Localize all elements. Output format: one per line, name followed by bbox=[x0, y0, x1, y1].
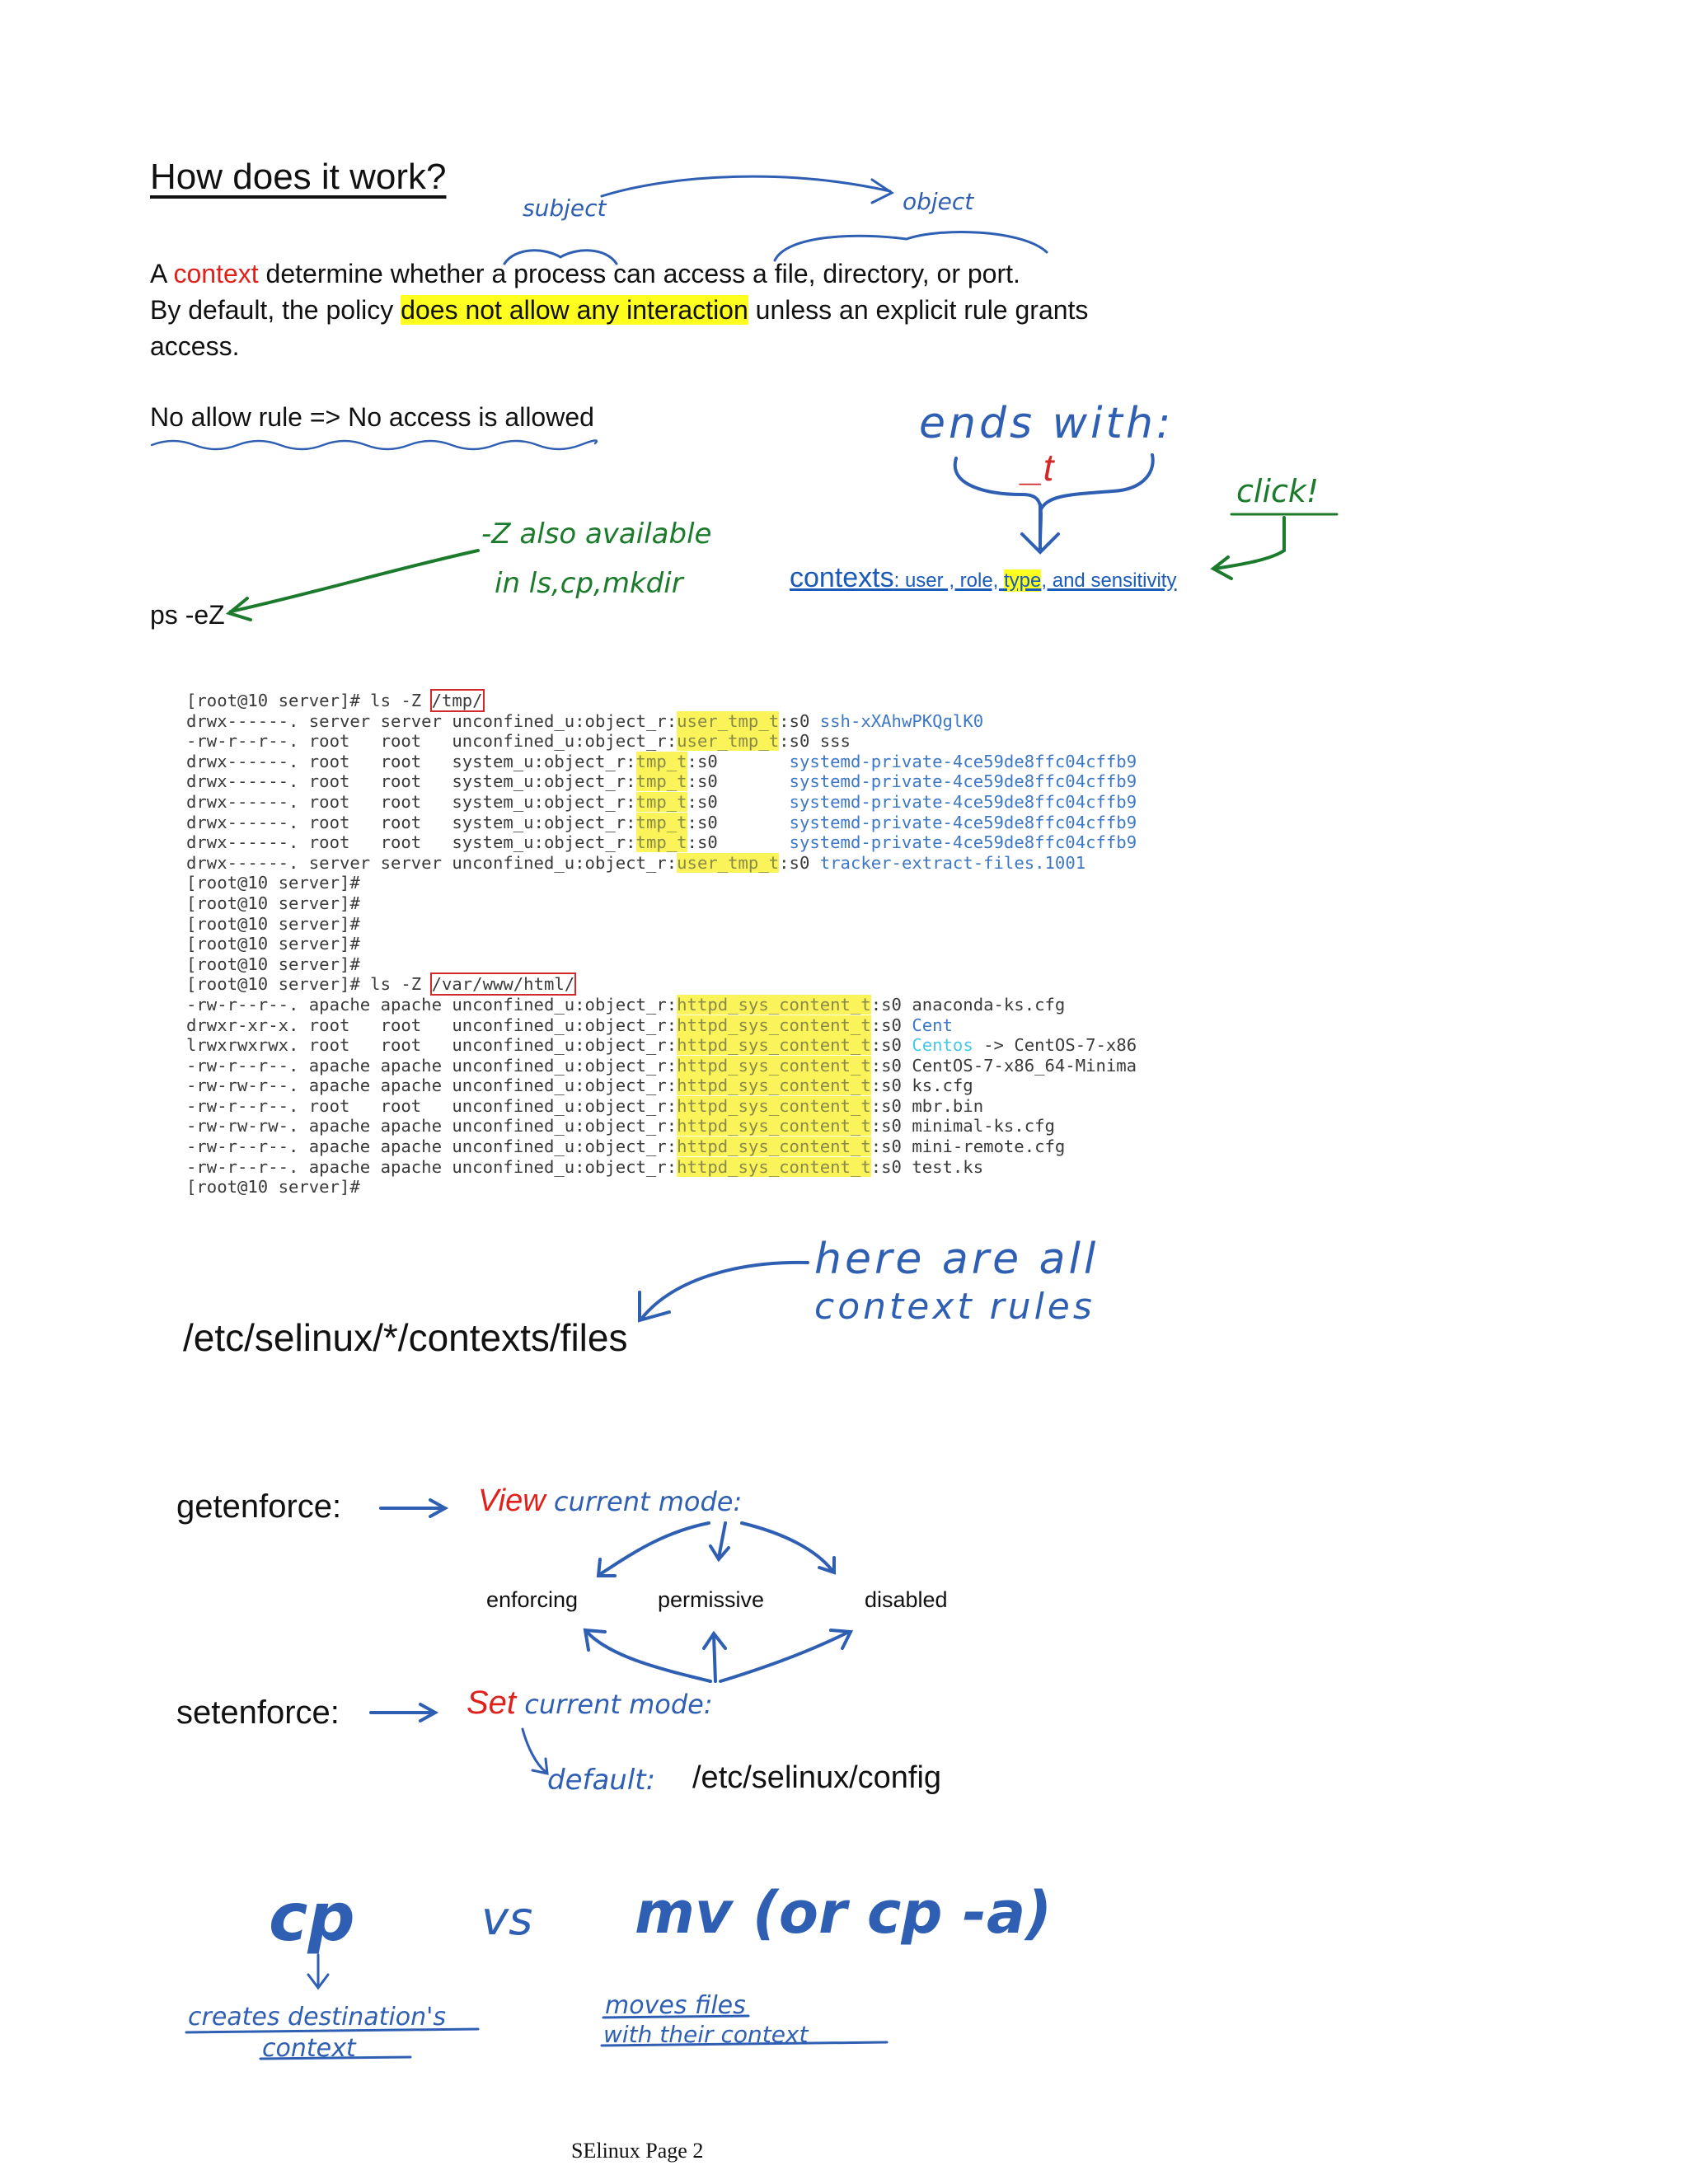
terminal-text: :s0 bbox=[687, 751, 790, 771]
terminal-text: :s0 bbox=[870, 1035, 912, 1056]
note-z-line-1: -Z also available bbox=[481, 518, 712, 551]
note-cp: cp bbox=[269, 1879, 355, 1956]
terminal-text: :s0 bbox=[870, 1015, 912, 1035]
directory-name: systemd-private-4ce59de8ffc04cffb9 bbox=[789, 812, 1137, 832]
selinux-type-highlight: tmp_t bbox=[635, 812, 687, 832]
getenforce-command: getenforce: bbox=[176, 1488, 342, 1525]
note-set: Set bbox=[467, 1685, 517, 1721]
note-view-mode bbox=[478, 1483, 742, 1519]
wavy-underline bbox=[152, 440, 597, 449]
terminal-text: -rw-r--r--. apache apache unconfined_u:object_r: bbox=[186, 1156, 678, 1177]
terminal-text: drwx------. root root system_u:object_r: bbox=[186, 771, 636, 792]
terminal-text: drwx------. root root system_u:object_r: bbox=[186, 751, 636, 771]
note-t-suffix: _t bbox=[1022, 446, 1054, 489]
mode-disabled: disabled bbox=[865, 1587, 948, 1612]
note-view: View bbox=[478, 1483, 546, 1518]
terminal-text: -rw-r--r--. apache apache unconfined_u:object_r: bbox=[186, 1055, 678, 1076]
terminal-line bbox=[186, 1076, 1126, 1096]
terminal-text: :s0 bbox=[779, 710, 820, 731]
z-note-arrowhead bbox=[229, 598, 251, 620]
terminal-text: :s0 anaconda-ks.cfg bbox=[870, 994, 1066, 1015]
terminal-text: :s0 CentOS-7-x86_64-Minima bbox=[870, 1055, 1137, 1076]
boxed-path: /var/www/html/ bbox=[431, 974, 575, 995]
note-mv: mv (or cp -a) bbox=[635, 1879, 1053, 1947]
ends-with-arrow bbox=[1022, 504, 1058, 552]
intro-line-2-pre: By default, the policy bbox=[150, 295, 401, 325]
note-creates-1: creates destination's bbox=[188, 2003, 447, 2032]
selinux-type-highlight: httpd_sys_content_t bbox=[677, 1076, 871, 1096]
directory-name: tracker-extract-files.1001 bbox=[819, 852, 1086, 873]
terminal-text: [root@10 server]# bbox=[186, 913, 360, 934]
ps-command: ps -eZ bbox=[150, 600, 225, 630]
directory-name: systemd-private-4ce59de8ffc04cffb9 bbox=[789, 832, 1137, 853]
subject-object-arrowhead bbox=[872, 180, 892, 203]
terminal-text: :s0 bbox=[687, 832, 790, 853]
terminal-text: :s0 bbox=[779, 852, 820, 873]
terminal-text: :s0 bbox=[687, 771, 790, 792]
terminal-line bbox=[186, 954, 1126, 975]
config-path: /etc/selinux/config bbox=[692, 1760, 942, 1795]
terminal-line bbox=[186, 1177, 1126, 1197]
terminal-line bbox=[186, 1116, 1126, 1137]
terminal-text: -> CentOS-7-x86 bbox=[973, 1035, 1137, 1056]
intro-line-2 bbox=[150, 292, 1088, 328]
terminal-text: -rw-rw-rw-. apache apache unconfined_u:object_r: bbox=[186, 1116, 678, 1137]
terminal-line bbox=[186, 791, 1137, 813]
terminal-text: :s0 bbox=[687, 791, 790, 812]
terminal-text: [root@10 server]# bbox=[186, 873, 360, 893]
terminal-text: -rw-r--r--. root root unconfined_u:object_r: bbox=[186, 1095, 678, 1116]
mode-enforcing: enforcing bbox=[486, 1587, 579, 1612]
terminal-line bbox=[186, 691, 1126, 711]
terminal-line bbox=[186, 914, 1126, 935]
context-rules-path: /etc/selinux/*/contexts/files bbox=[183, 1316, 628, 1359]
symlink-name: Centos bbox=[912, 1035, 973, 1056]
subject-object-arrow bbox=[602, 176, 890, 196]
terminal-text: drwx------. server server unconfined_u:object_r: bbox=[186, 710, 678, 731]
note-click: click! bbox=[1236, 473, 1320, 509]
note-set-rest: current mode: bbox=[516, 1689, 713, 1720]
intro-line-1 bbox=[150, 255, 1020, 292]
contexts-link-type: type bbox=[1004, 569, 1042, 592]
directory-name: systemd-private-4ce59de8ffc04cffb9 bbox=[789, 751, 1137, 771]
contexts-link-big: contexts bbox=[790, 562, 894, 593]
terminal-text: [root@10 server]# ls -Z bbox=[186, 691, 432, 710]
selinux-type-highlight: tmp_t bbox=[635, 771, 687, 792]
selinux-type-highlight: user_tmp_t bbox=[677, 710, 780, 731]
terminal-text: -rw-rw-r--. apache apache unconfined_u:object_r: bbox=[186, 1076, 678, 1096]
intro-line-1-pre: A bbox=[150, 259, 174, 288]
note-here-line-1: here are all bbox=[814, 1235, 1100, 1284]
context-rules-arrowhead bbox=[640, 1292, 669, 1320]
note-subject: subject bbox=[523, 194, 607, 222]
selinux-type-highlight: httpd_sys_content_t bbox=[677, 1116, 871, 1137]
mode-permissive: permissive bbox=[658, 1587, 765, 1612]
directory-name: Cent bbox=[912, 1015, 953, 1035]
terminal-line bbox=[186, 1055, 1137, 1076]
terminal-text: drwx------. root root system_u:object_r: bbox=[186, 832, 636, 853]
selinux-type-highlight: httpd_sys_content_t bbox=[677, 1035, 871, 1056]
terminal-text: :s0 sss bbox=[779, 731, 851, 752]
note-here-line-2: context rules bbox=[814, 1286, 1095, 1328]
directory-name: systemd-private-4ce59de8ffc04cffb9 bbox=[789, 771, 1137, 792]
selinux-type-highlight: httpd_sys_content_t bbox=[677, 1095, 871, 1116]
intro-line-3: access. bbox=[150, 331, 240, 361]
context-term: context bbox=[173, 259, 259, 288]
note-default: default: bbox=[547, 1764, 656, 1797]
selinux-type-highlight: user_tmp_t bbox=[677, 731, 780, 752]
note-creates-2: context bbox=[262, 2034, 356, 2063]
page-footer: SElinux Page 2 bbox=[571, 2139, 704, 2163]
terminal-text: :s0 minimal-ks.cfg bbox=[870, 1116, 1055, 1137]
page-heading: How does it work? bbox=[150, 157, 447, 197]
note-z-line-2: in ls,cp,mkdir bbox=[495, 567, 683, 600]
view-branch-left bbox=[598, 1523, 709, 1576]
terminal-text: :s0 mini-remote.cfg bbox=[870, 1137, 1066, 1157]
contexts-link-post: , and sensitivity bbox=[1041, 569, 1177, 592]
terminal-text: [root@10 server]# ls -Z bbox=[186, 974, 432, 995]
terminal-line bbox=[186, 974, 1126, 995]
terminal-text: drwx------. server server unconfined_u:object_r: bbox=[186, 852, 678, 873]
terminal-text: -rw-r--r--. root root unconfined_u:object_r: bbox=[186, 731, 678, 752]
selinux-type-highlight: tmp_t bbox=[635, 832, 687, 853]
selinux-type-highlight: httpd_sys_content_t bbox=[677, 1137, 871, 1157]
default-arrow bbox=[523, 1729, 547, 1774]
terminal-text: :s0 bbox=[687, 812, 790, 832]
set-branch-left bbox=[585, 1630, 710, 1681]
z-note-arrow bbox=[231, 551, 478, 612]
terminal-line bbox=[186, 771, 1137, 792]
selinux-type-highlight: user_tmp_t bbox=[677, 852, 780, 873]
terminal-line bbox=[186, 1157, 1126, 1178]
getenforce-arrow bbox=[381, 1500, 445, 1516]
terminal-line bbox=[186, 1015, 1126, 1036]
terminal-text: -rw-r--r--. apache apache unconfined_u:object_r: bbox=[186, 1137, 678, 1157]
note-object: object bbox=[903, 188, 974, 215]
terminal-line bbox=[186, 853, 1126, 874]
selinux-type-highlight: tmp_t bbox=[635, 791, 687, 812]
view-branch-mid bbox=[710, 1523, 729, 1559]
terminal-line bbox=[186, 751, 1137, 772]
terminal-line bbox=[186, 934, 1126, 954]
setenforce-command: setenforce: bbox=[176, 1694, 340, 1731]
click-arrow bbox=[1213, 518, 1284, 579]
selinux-type-highlight: httpd_sys_content_t bbox=[677, 1055, 871, 1076]
terminal-line bbox=[186, 1035, 1137, 1056]
directory-name: systemd-private-4ce59de8ffc04cffb9 bbox=[789, 791, 1137, 812]
terminal-text: :s0 test.ks bbox=[870, 1156, 984, 1177]
note-ends-with: ends with: bbox=[919, 399, 1175, 448]
view-branch-right bbox=[742, 1523, 834, 1572]
selinux-type-highlight: httpd_sys_content_t bbox=[677, 1015, 871, 1035]
terminal-line bbox=[186, 832, 1137, 853]
note-moves-1: moves files bbox=[605, 1991, 746, 2020]
terminal-text: drwx------. root root system_u:object_r: bbox=[186, 812, 636, 832]
terminal-text: [root@10 server]# bbox=[186, 934, 360, 954]
terminal-text: [root@10 server]# bbox=[186, 1177, 360, 1197]
boxed-path: /tmp/ bbox=[431, 691, 483, 710]
terminal-line bbox=[186, 873, 1126, 893]
note-view-rest: current mode: bbox=[545, 1486, 743, 1517]
contexts-link-pre: : user , role, bbox=[893, 569, 1005, 592]
terminal-text: drwx------. root root system_u:object_r: bbox=[186, 791, 636, 812]
terminal-line bbox=[186, 731, 1126, 752]
terminal-line bbox=[186, 812, 1137, 833]
set-branch-mid bbox=[704, 1633, 725, 1681]
selinux-type-highlight: httpd_sys_content_t bbox=[677, 1156, 871, 1177]
terminal-text: drwxr-xr-x. root root unconfined_u:object_r: bbox=[186, 1015, 678, 1035]
note-moves-2: with their context bbox=[603, 2021, 809, 2048]
terminal-text: [root@10 server]# bbox=[186, 893, 360, 913]
terminal-line bbox=[186, 1137, 1126, 1157]
terminal-text: :s0 ks.cfg bbox=[870, 1076, 973, 1096]
terminal-line bbox=[186, 995, 1126, 1015]
ends-with-brace bbox=[955, 455, 1153, 544]
setenforce-arrow bbox=[371, 1704, 435, 1721]
selinux-type-highlight: httpd_sys_content_t bbox=[677, 994, 871, 1015]
intro-line-1-post: determine whether a process can access a file, directory, or port. bbox=[258, 259, 1020, 288]
directory-name: ssh-xXAhwPKQglK0 bbox=[819, 710, 984, 731]
note-vs: vs bbox=[481, 1892, 533, 1946]
no-allow-rule: No allow rule => No access is allowed bbox=[150, 402, 594, 432]
set-branch-right bbox=[720, 1630, 851, 1681]
terminal-text: lrwxrwxrwx. root root unconfined_u:object_r: bbox=[186, 1035, 678, 1056]
highlight-no-interaction: does not allow any interaction bbox=[401, 295, 748, 325]
context-rules-arrow bbox=[643, 1263, 808, 1317]
intro-line-2-post: unless an explicit rule grants bbox=[748, 295, 1089, 325]
contexts-link[interactable] bbox=[790, 562, 1176, 594]
terminal-line bbox=[186, 711, 1126, 732]
note-set-mode bbox=[467, 1685, 713, 1722]
terminal-text: :s0 mbr.bin bbox=[870, 1095, 984, 1116]
terminal-text: [root@10 server]# bbox=[186, 954, 360, 974]
terminal-line bbox=[186, 893, 1126, 914]
cp-down-arrow bbox=[308, 1955, 328, 1988]
terminal-line bbox=[186, 1096, 1126, 1117]
terminal-text: -rw-r--r--. apache apache unconfined_u:object_r: bbox=[186, 994, 678, 1015]
terminal-screenshot bbox=[186, 691, 1137, 1197]
selinux-type-highlight: tmp_t bbox=[635, 751, 687, 771]
